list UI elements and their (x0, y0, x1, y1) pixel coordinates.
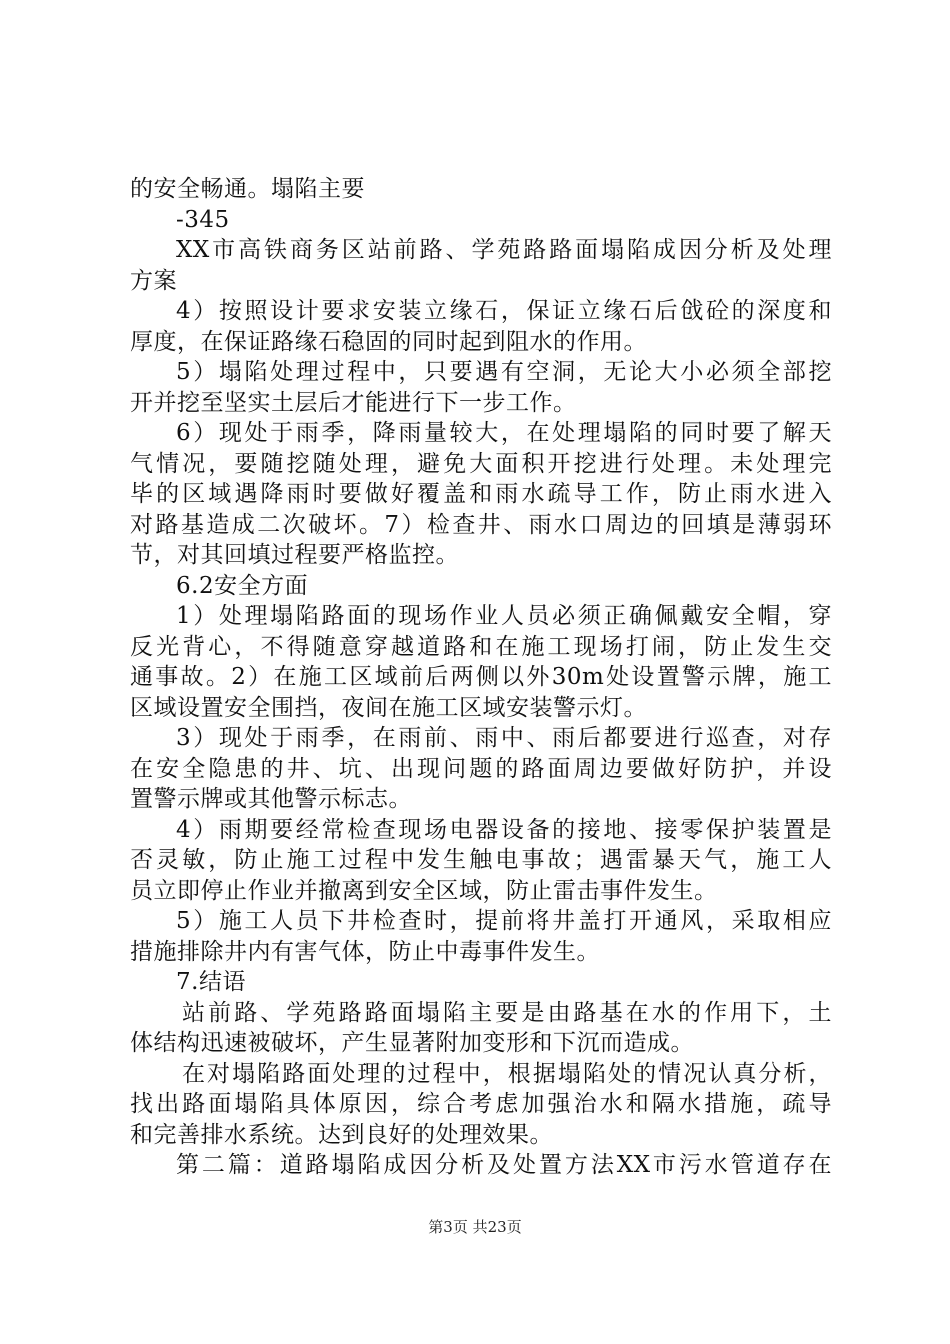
text-line: 6）现处于雨季，降雨量较大，在处理塌陷的同时要了解天 (176, 420, 832, 446)
page-footer: 第3页 共23页 (428, 1218, 522, 1236)
text-line: 3）现处于雨季，在雨前、雨中、雨后都要进行巡查，对存 (176, 725, 832, 751)
text-line: 5）塌陷处理过程中，只要遇有空洞，无论大小必须全部挖 (176, 359, 832, 385)
text-line: 置警示牌或其他警示标志。 (130, 786, 412, 812)
section-heading: 6.2安全方面 (176, 572, 309, 599)
text-line: 和完善排水系统。达到良好的处理效果。 (130, 1121, 553, 1148)
page-number-inline: -345 (176, 206, 230, 233)
text-line: 节，对其回填过程要严格监控。 (130, 542, 459, 568)
text-line: 第二篇：道路塌陷成因分析及处置方法XX市污水管道存在 (176, 1152, 832, 1178)
text-line: 在安全隐患的井、坑、出现问题的路面周边要做好防护，并设 (130, 755, 832, 782)
article-title: XX市高铁商务区站前路、学苑路路面塌陷成因分析及处理 (176, 237, 832, 263)
text-line: 气情况，要随挖随处理，避免大面积开挖进行处理。未处理完 (130, 450, 832, 477)
text-line: 通事故。2）在施工区域前后两侧以外30m处设置警示牌，施工 (130, 664, 832, 690)
text-line: 区域设置安全围挡，夜间在施工区域安装警示灯。 (130, 694, 647, 721)
text-line: 的安全畅通。塌陷主要 (130, 176, 365, 202)
text-line: 站前路、学苑路路面塌陷主要是由路基在水的作用下，土 (182, 999, 832, 1026)
text-line: 4）按照设计要求安装立缘石，保证立缘石后戗砼的深度和 (176, 298, 832, 324)
text-line: 1）处理塌陷路面的现场作业人员必须正确佩戴安全帽，穿 (176, 603, 832, 629)
text-line: 对路基造成二次破坏。7）检查井、雨水口周边的回填是薄弱环 (130, 511, 832, 538)
text-line: 体结构迅速被破坏，产生显著附加变形和下沉而造成。 (130, 1030, 694, 1056)
text-line: 措施排除井内有害气体，防止中毒事件发生。 (130, 938, 600, 965)
text-line: 在对塌陷路面处理的过程中，根据塌陷处的情况认真分析， (182, 1060, 832, 1087)
text-line: 否灵敏，防止施工过程中发生触电事故；遇雷暴天气，施工人 (130, 847, 832, 873)
document-body (130, 174, 832, 1181)
text-line: 开并挖至坚实土层后才能进行下一步工作。 (130, 389, 577, 416)
text-line: 厚度，在保证路缘石稳固的同时起到阻水的作用。 (130, 328, 647, 355)
text-line: 毕的区域遇降雨时要做好覆盖和雨水疏导工作，防止雨水进入 (130, 481, 832, 507)
text-line: 反光背心，不得随意穿越道路和在施工现场打闹，防止发生交 (130, 633, 832, 660)
article-title-continuation: 方案 (130, 267, 177, 294)
text-line: 员立即停止作业并撤离到安全区域，防止雷击事件发生。 (130, 877, 718, 904)
text-line: 5）施工人员下井检查时，提前将井盖打开通风，采取相应 (176, 908, 832, 934)
text-line: 4）雨期要经常检查现场电器设备的接地、接零保护装置是 (176, 816, 832, 843)
text-line: 找出路面塌陷具体原因，综合考虑加强治水和隔水措施，疏导 (130, 1091, 832, 1117)
section-heading: 7.结语 (176, 969, 246, 995)
